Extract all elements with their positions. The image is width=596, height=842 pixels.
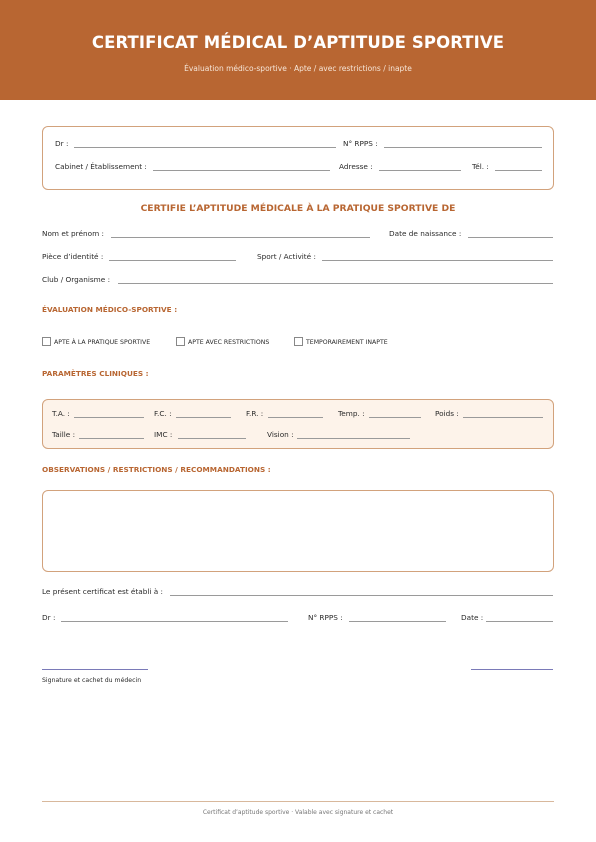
checkbox-apte-restrictions[interactable] bbox=[176, 337, 185, 346]
nom-field[interactable] bbox=[111, 237, 370, 238]
imc-label: IMC : bbox=[154, 430, 173, 439]
cabinet-label: Cabinet / Établissement : bbox=[55, 162, 147, 171]
imc-field[interactable] bbox=[178, 438, 246, 439]
footer-divider bbox=[42, 801, 554, 802]
cabinet-field[interactable] bbox=[153, 170, 330, 171]
fc-field[interactable] bbox=[176, 417, 231, 418]
temp-label: Temp. : bbox=[338, 409, 365, 418]
date-field[interactable] bbox=[486, 621, 553, 622]
etabli-field[interactable] bbox=[170, 595, 553, 596]
adresse-label: Adresse : bbox=[339, 162, 373, 171]
footer-text: Certificat d’aptitude sportive · Valable avec signature et cachet bbox=[202, 809, 394, 816]
fc-label: F.C. : bbox=[154, 409, 172, 418]
sport-label: Sport / Activité : bbox=[257, 252, 316, 261]
stamp-line[interactable] bbox=[471, 669, 553, 670]
fr-field[interactable] bbox=[268, 417, 323, 418]
option-restrictions-label: APTE AVEC RESTRICTIONS bbox=[188, 339, 270, 346]
option-apte-label: APTE À LA PRATIQUE SPORTIVE bbox=[54, 339, 151, 346]
page-title: CERTIFICAT MÉDICAL D’APTITUDE SPORTIVE bbox=[91, 33, 505, 52]
dr-field[interactable] bbox=[74, 147, 336, 148]
taille-label: Taille : bbox=[52, 430, 76, 439]
date-label: Date : bbox=[461, 613, 484, 622]
clinical-title: PARAMÈTRES CLINIQUES : bbox=[42, 369, 149, 378]
checkbox-apte[interactable] bbox=[42, 337, 51, 346]
club-label: Club / Organisme : bbox=[42, 275, 111, 284]
naissance-label: Date de naissance : bbox=[389, 229, 462, 238]
vision-field[interactable] bbox=[297, 438, 410, 439]
option-inapte-label: TEMPORAIREMENT INAPTE bbox=[306, 339, 388, 346]
dr-label: Dr : bbox=[55, 139, 69, 148]
poids-field[interactable] bbox=[463, 417, 543, 418]
etabli-label: Le présent certificat est établi à : bbox=[42, 587, 164, 596]
page-subtitle: Évaluation médico-sportive · Apte / avec restrictions / inapte bbox=[184, 64, 412, 73]
ta-field[interactable] bbox=[74, 417, 144, 418]
clinical-box bbox=[42, 399, 554, 449]
certify-title: CERTIFIE L’APTITUDE MÉDICALE À LA PRATIQUE SPORTIVE DE bbox=[140, 203, 456, 214]
closing-dr-field[interactable] bbox=[61, 621, 288, 622]
closing-rpps-label: N° RPPS : bbox=[308, 613, 343, 622]
closing-rpps-field[interactable] bbox=[349, 621, 446, 622]
ta-label: T.A. : bbox=[52, 409, 70, 418]
adresse-field[interactable] bbox=[379, 170, 461, 171]
signature-line[interactable] bbox=[42, 669, 148, 670]
tel-field[interactable] bbox=[495, 170, 542, 171]
sport-field[interactable] bbox=[322, 260, 553, 261]
piece-label: Pièce d’identité : bbox=[42, 252, 104, 261]
nom-label: Nom et prénom : bbox=[42, 229, 104, 238]
taille-field[interactable] bbox=[79, 438, 144, 439]
closing-dr-label: Dr : bbox=[42, 613, 56, 622]
evaluation-title: ÉVALUATION MÉDICO-SPORTIVE : bbox=[42, 305, 178, 314]
club-field[interactable] bbox=[118, 283, 553, 284]
checkbox-inapte[interactable] bbox=[294, 337, 303, 346]
tel-label: Tél. : bbox=[472, 162, 489, 171]
signature-label: Signature et cachet du médecin bbox=[42, 677, 142, 684]
doctor-info-box bbox=[42, 126, 554, 190]
observations-textarea[interactable] bbox=[42, 490, 554, 572]
vision-label: Vision : bbox=[267, 430, 294, 439]
observations-title: OBSERVATIONS / RESTRICTIONS / RECOMMANDATIONS : bbox=[42, 465, 271, 474]
header-banner bbox=[0, 0, 596, 100]
naissance-field[interactable] bbox=[468, 237, 553, 238]
piece-field[interactable] bbox=[109, 260, 236, 261]
rpps-field[interactable] bbox=[384, 147, 542, 148]
poids-label: Poids : bbox=[435, 409, 459, 418]
rpps-label: N° RPPS : bbox=[343, 139, 378, 148]
fr-label: F.R. : bbox=[246, 409, 264, 418]
temp-field[interactable] bbox=[369, 417, 421, 418]
